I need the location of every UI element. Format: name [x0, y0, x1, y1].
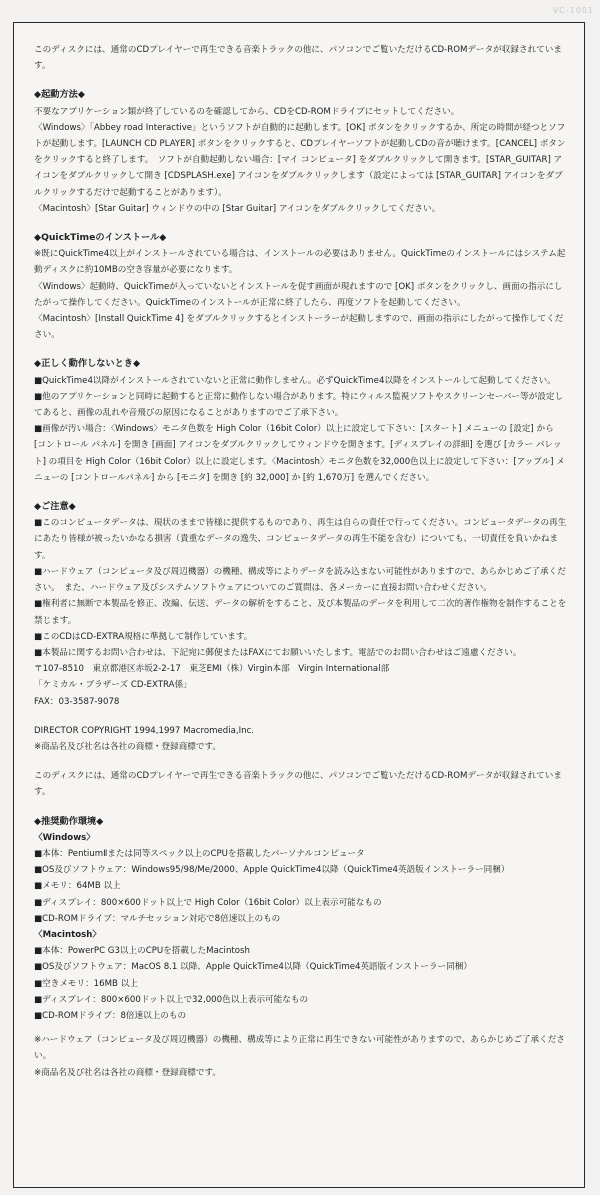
requirement-item: ■ディスプレイ：800×600ドット以上で High Color（16bit Color）以上表示可能なもの: [34, 897, 382, 908]
quicktime-paragraph: 〈Macintosh〉[Install QuickTime 4] をダブルクリックするとインストーラーが起動しますので、画面の指示にしたがって操作してください。: [34, 314, 564, 341]
section-title-trouble: ◆正しく動作しないとき◆: [34, 358, 141, 370]
trouble-paragraph: ■QuickTime4以降がインストールされていないと正常に動作しません。必ずQuickTime4以降をインストールして起動してください。: [34, 375, 556, 386]
requirement-item: ■空きメモリ：16MB 以上: [34, 978, 138, 989]
requirement-item: ■OS及びソフトウェア：MacOS 8.1 以降、Apple QuickTime4以降（QuickTime4英語版インストーラー同梱）: [34, 962, 472, 973]
requirement-item: ■本体：PowerPC G3以上のCPUを搭載したMacintosh: [34, 946, 250, 957]
section-title-startup: ◆起動方法◆: [34, 89, 85, 101]
trademark-note: ※商品名及び社名は各社の商標・登録商標です。: [34, 741, 221, 752]
requirement-item: ■ディスプレイ：800×600ドット以上で32,000色以上表示可能なもの: [34, 994, 309, 1005]
startup-paragraph: 〈Windows〉「Abbey road Interactive」というソフトが自動的に起動します。[OK] ボタンをクリックするか、所定の時間が経つとソフトが起動します。[LAUNCH CD PLAYER] ボタンをクリックすると、CDプレイヤーソフトが起動しCDの音が聴けます。[CANCEL] ボタンをクリックすると終了します。 ソフトが自動起動しない場合：[マイ コンピュータ] をダブルクリックして開きます。[STAR_GUITAR] アイコンをダブルクリックして開き [CDSPLASH.exe] アイコンをダブルクリックします（設定によっては [STAR_GUITAR] アイコンをダブルクリックするだけで起動することがあります）。: [34, 122, 566, 198]
footer-note: ※ハードウェア（コンピュータ及び周辺機器）の機種、構成等により正常に再生できない可能性がありますので、あらかじめご了承ください。: [34, 1035, 565, 1062]
header-tag: VC-1001: [552, 6, 594, 15]
caution-paragraph: ■このコンピュータデータは、現状のままで皆様に提供するものであり、再生は自らの責任で行ってください。コンピュータデータの再生にあたり皆様が被ったいかなる損害（貴重なデータの逸失、コンピュータデータの再生不能を含む）についても、一切責任を負いかねます。: [34, 518, 567, 561]
trouble-paragraph: ■画像が汚い場合：〈Windows〉モニタ色数を High Color（16bit Color）以上に設定して下さい：[スタート] メニューの [設定] から [コントロール パネル] を開き [画面] アイコンをダブルクリックしてウィンドウを開きます。[ディスプレイの詳細] を選び [カラー パレット] の項目を High Color（16bit Color）以上に設定します。〈Macintosh〉モニタ色数を32,000色以上に設定して下さい：[アップル] メニューの [コントロールパネル] から [モニタ] を開き [約 32,000] か [約 1,670万] を選んでください。: [34, 424, 565, 483]
copyright-text: DIRECTOR COPYRIGHT 1994,1997 Macromedia,Inc.: [34, 725, 255, 736]
trouble-paragraph: ■他のアプリケーションと同時に起動すると正常に動作しない場合があります。特にウィルス監視ソフトやスクリーンセーバー等が設定してあると、画像の乱れや音飛びの原因になることがありますのでご了承下さい。: [34, 391, 564, 419]
mac-label: 〈Macintosh〉: [34, 929, 101, 940]
caution-paragraph: ■ハードウェア（コンピュータ及び周辺機器）の機種、構成等によりデータを読み込まない可能性がありますので、あらかじめご了承ください。 また、ハードウェア及びシステムソフトウェアについてのご質問は、各メーカーに直接お問い合わせください。: [34, 566, 566, 594]
section-title-caution: ◆ご注意◆: [34, 501, 76, 513]
address-line: 〒107-8510 東京都港区赤坂2-2-17 東芝EMI（株）Virgin本部 Virgin International部: [34, 664, 390, 675]
windows-label: 〈Windows〉: [34, 832, 95, 843]
requirement-item: ■CD-ROMドライブ：8倍速以上のもの: [34, 1010, 187, 1021]
requirement-item: ■メモリ：64MB 以上: [34, 881, 121, 892]
caution-paragraph: ■権利者に無断で本製品を修正、改編、伝送、データの解析をすること、及び本製品のデータを利用して二次的著作権物を制作することを禁じます。: [34, 599, 567, 626]
section-title-requirements: ◆推奨動作環境◆: [34, 815, 104, 827]
document-sheet: [13, 22, 585, 1188]
quicktime-paragraph: ※既にQuickTime4以上がインストールされている場合は、インストールの必要はありません。QuickTimeのインストールにはシステム起動ディスクに約10MBの空き容量が必要になります。: [34, 249, 566, 276]
intro-text-2: このディスクには、通常のCDプレイヤーで再生できる音楽トラックの他に、パソコンでご覧いただけるCD-ROMデータが収録されています。: [34, 771, 562, 798]
section-title-quicktime: ◆QuickTimeのインストール◆: [34, 232, 167, 244]
caution-paragraph: ■本製品に関するお問い合わせは、下記宛に郵便またはFAXにてお願いいたします。電話でのお問い合わせはご遠慮ください。: [34, 647, 522, 658]
requirement-item: ■CD-ROMドライブ：マルチセッション対応で8倍速以上のもの: [34, 913, 281, 924]
requirement-item: ■OS及びソフトウェア：Windows95/98/Me/2000、Apple QuickTime4以降（QuickTime4英語版インストーラー同梱）: [34, 865, 510, 876]
startup-paragraph: 〈Macintosh〉[Star Guitar] ウィンドウの中の [Star Guitar] アイコンをダブルクリックしてください。: [34, 203, 441, 214]
quicktime-paragraph: 〈Windows〉起動時、QuickTimeが入っていないとインストールを促す画面が現れますので [OK] ボタンをクリックし、画面の指示にしたがって操作してください。QuickTimeのインストールが正常に終了したら、再度ソフトを起動してください。: [34, 281, 563, 308]
intro-text: このディスクには、通常のCDプレイヤーで再生できる音楽トラックの他に、パソコンでご覧いただけるCD-ROMデータが収録されています。: [34, 45, 562, 72]
address-line: 「ケミカル・ブラザーズ CD-EXTRA係」: [34, 680, 192, 691]
startup-paragraph: 不要なアプリケーション類が終了しているのを確認してから、CDをCD-ROMドライブにセットしてください。: [34, 106, 460, 117]
address-line: FAX：03-3587-9078: [34, 696, 120, 707]
requirement-item: ■本体：PentiumⅡまたは同等スペック以上のCPUを搭載したパーソナルコンピュータ: [34, 848, 365, 859]
caution-paragraph: ■このCDはCD-EXTRA規格に準拠して制作しています。: [34, 631, 253, 642]
trademark-note-2: ※商品名及び社名は各社の商標・登録商標です。: [34, 1067, 221, 1078]
